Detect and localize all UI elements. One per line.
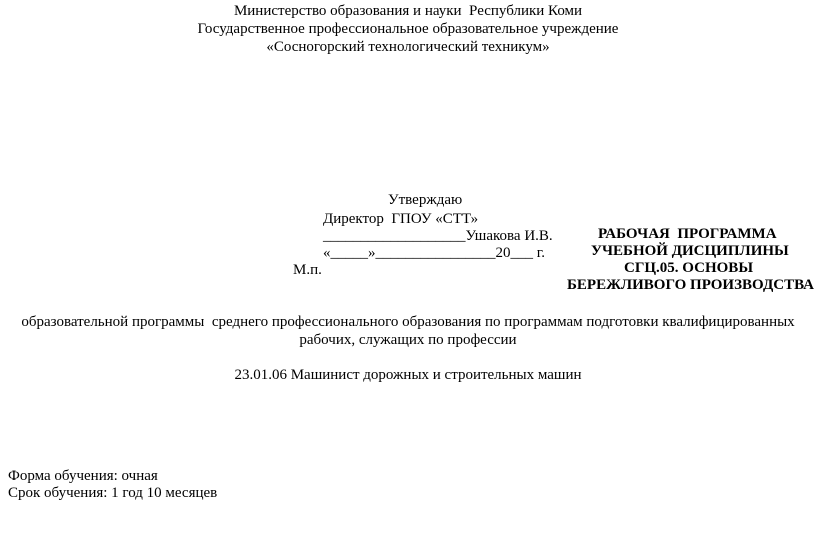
study-form: Форма обучения: очная [8,468,158,484]
institution-type-line: Государственное профессиональное образовательное учреждение [197,21,619,37]
title-line-3: СГЦ.05. ОСНОВЫ [624,260,754,276]
signature-line: ___________________Ушакова И.В. [323,228,553,244]
director-line: Директор ГПОУ «СТТ» [323,211,479,227]
program-line-1: образовательной программы среднего профессионального образования по программам подготовки квалифицированных [21,314,795,330]
program-line-2: рабочих, служащих по профессии [299,332,517,348]
title-line-1: РАБОЧАЯ ПРОГРАММА [598,226,777,242]
ministry-line: Министерство образования и науки Республики Коми [233,3,583,19]
title-line-2: УЧЕБНОЙ ДИСЦИПЛИНЫ [591,243,789,259]
title-line-4: БЕРЕЖЛИВОГО ПРОИЗВОДСТВА [567,277,814,293]
institution-name-line: «Сосногорский технологический техникум» [266,39,550,55]
header-block [0,2,816,56]
date-line: «_____»________________20___ г. [323,245,545,261]
approval-heading: Утверждаю [388,192,463,208]
profession-line: 23.01.06 Машинист дорожных и строительных машин [234,367,582,383]
profession-block [0,366,816,384]
study-term: Срок обучения: 1 год 10 месяцев [8,485,218,501]
program-block [0,313,816,349]
stamp-label: М.п. [293,262,322,278]
